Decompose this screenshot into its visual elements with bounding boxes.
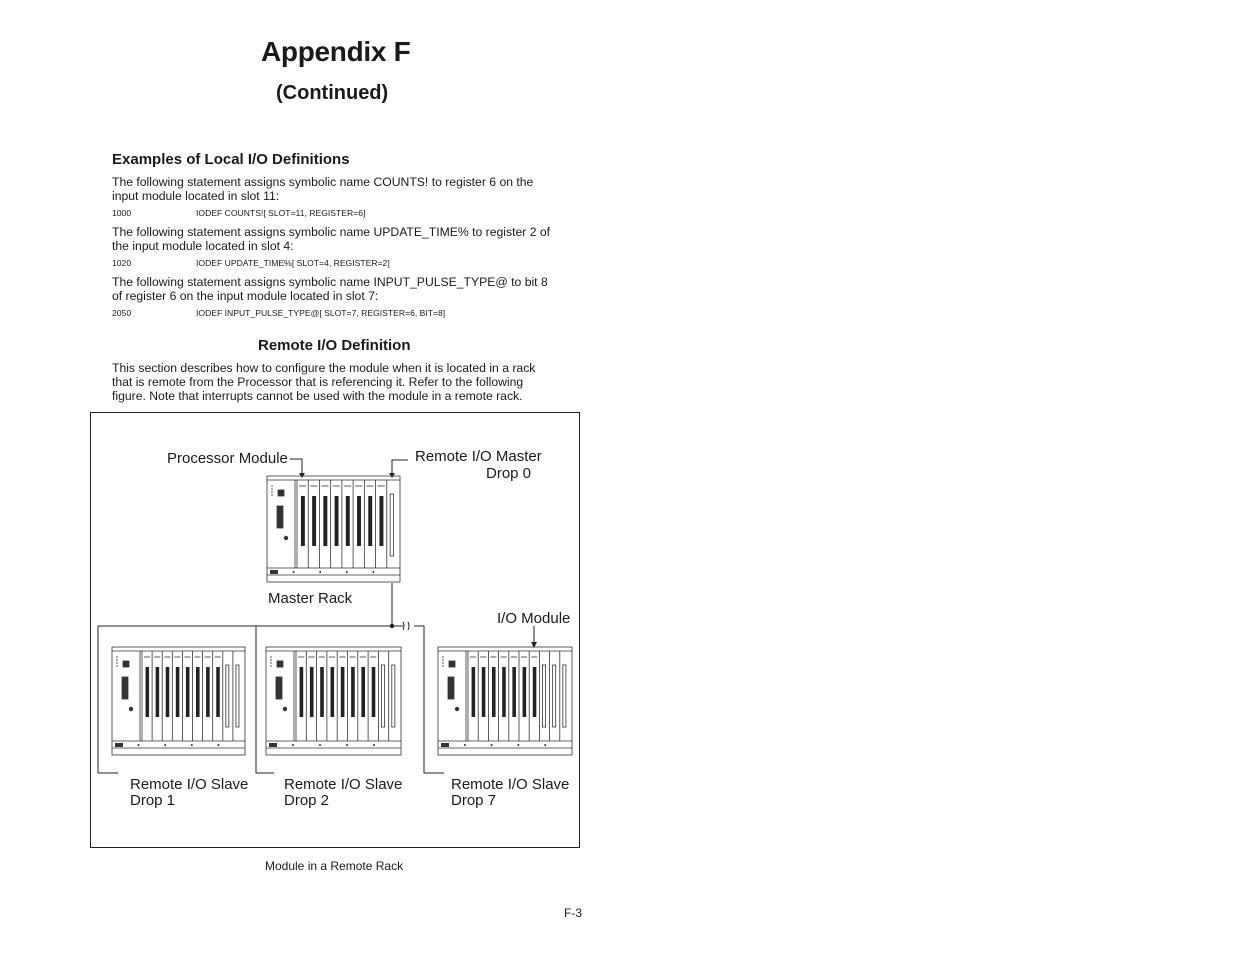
label-slave-7: Remote I/O Slave (451, 776, 570, 793)
label-slave-1-drop: Drop 1 (130, 792, 176, 809)
label-slave-1: Remote I/O Slave (130, 776, 249, 793)
example-2-text-line: The following statement assigns symbolic name UPDATE_TIME% to register 2 of (112, 225, 551, 239)
code-text: IODEF INPUT_PULSE_TYPE@[ SLOT=7, REGISTER=6, BIT=8] (196, 308, 446, 318)
example-2-text-line: the input module located in slot 4: (112, 239, 294, 253)
master-rack (267, 476, 400, 582)
section-heading-remote-io: Remote I/O Definition (258, 337, 411, 354)
arrow-head (299, 473, 305, 478)
slave-rack-drop-2 (266, 647, 401, 755)
page-number: F-3 (564, 906, 582, 920)
label-processor-module: Processor Module (167, 450, 288, 467)
page-title: Appendix F (261, 36, 411, 67)
line-number: 2050 (112, 308, 132, 318)
code-text: IODEF COUNTS![ SLOT=11, REGISTER=6] (196, 208, 366, 218)
paragraph-line: figure. Note that interrupts cannot be used with the module in a remote rack. (112, 389, 523, 403)
label-remote-master-drop: Drop 0 (486, 465, 532, 482)
example-3-text-line: of register 6 on the input module located in slot 7: (112, 289, 379, 303)
slave-rack-drop-7 (438, 647, 572, 755)
master-leader (392, 460, 408, 474)
code-text: IODEF UPDATE_TIME%[ SLOT=4, REGISTER=2] (196, 258, 390, 268)
label-slave-2-drop: Drop 2 (284, 792, 330, 809)
arrow-head (389, 473, 395, 478)
label-slave-2: Remote I/O Slave (284, 776, 403, 793)
figure-caption: Module in a Remote Rack (265, 859, 404, 873)
slave-rack-drop-1 (112, 647, 245, 755)
processor-leader (290, 459, 302, 474)
example-1-text-line: The following statement assigns symbolic name COUNTS! to register 6 on the (112, 175, 534, 189)
example-3-text-line: The following statement assigns symbolic name INPUT_PULSE_TYPE@ to bit 8 (112, 275, 548, 289)
paragraph-line: This section describes how to configure the module when it is located in a rack (112, 361, 536, 375)
section-heading-local-io: Examples of Local I/O Definitions (112, 151, 350, 168)
page-subtitle: (Continued) (276, 82, 389, 104)
cable-junction (390, 624, 394, 628)
label-io-module: I/O Module (497, 610, 571, 627)
label-slave-7-drop: Drop 7 (451, 792, 497, 809)
line-number: 1020 (112, 258, 132, 268)
example-1-text-line: input module located in slot 11: (112, 189, 280, 203)
paragraph-line: that is remote from the Processor that is referencing it. Refer to the following (112, 375, 524, 389)
label-remote-master: Remote I/O Master (415, 448, 542, 465)
line-number: 1000 (112, 208, 132, 218)
label-master-rack: Master Rack (268, 590, 353, 607)
